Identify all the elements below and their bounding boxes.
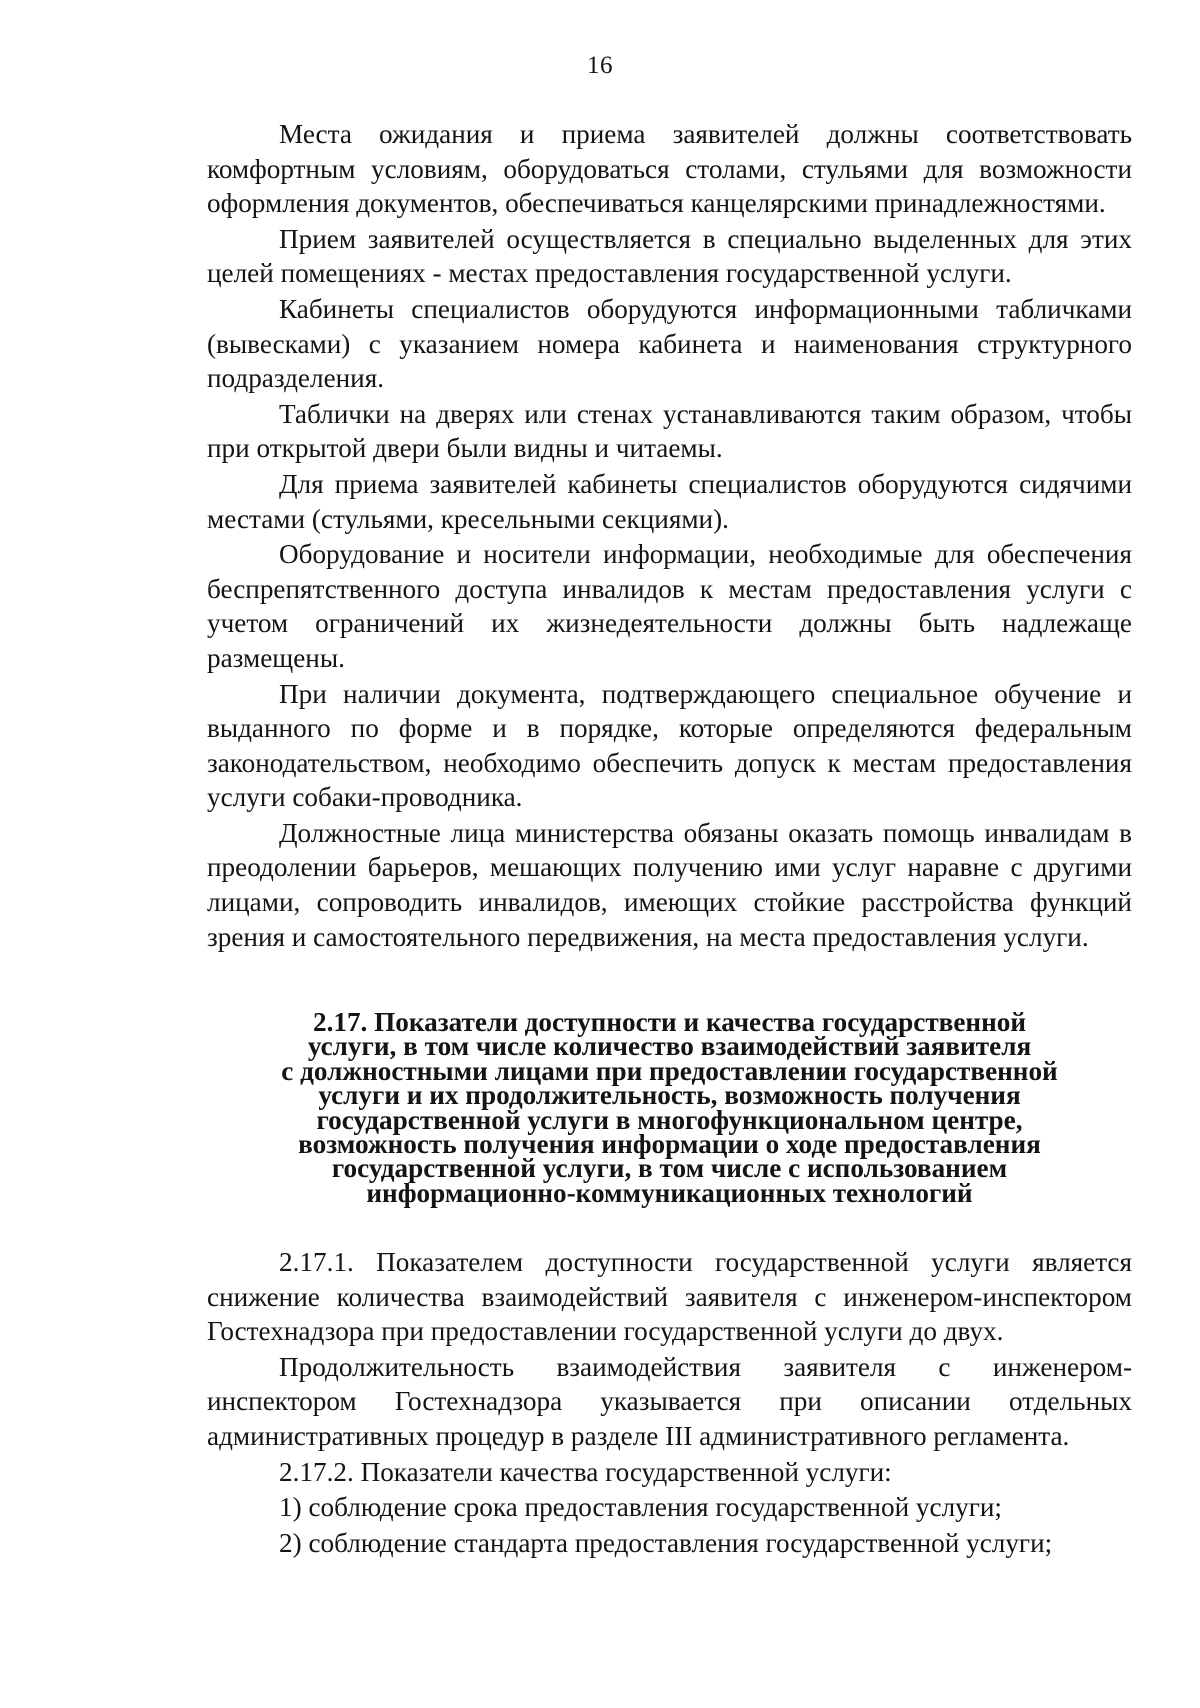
- paragraph-guide-dog: При наличии документа, подтверждающего специальное обучение и выданного по форме и в порядке, которые определяются федеральным законодательством, необходимо обеспечить допуск к местам предоставления услуги собаки-проводника.: [207, 678, 1132, 813]
- heading-line: 2.17. Показатели доступности и качества государственной: [312, 1007, 1027, 1037]
- heading-line: информационно-коммуникационных технологий: [366, 1177, 973, 1208]
- paragraph-accessibility-equipment: Оборудование и носители информации, необходимые для обеспечения беспрепятственного доступа инвалидов к местам предоставления услуги с учетом ограничений их жизнедеятельности должны быть надлежаще размещены.: [207, 539, 1132, 673]
- paragraph-officials-assistance: Должностные лица министерства обязаны оказать помощь инвалидам в преодолении барьеров, мешающих получению ими услуг наравне с другими лицами, сопроводить инвалидов, имеющих стойкие расстройства функций зрения и самостоятельного передвижения, на места предоставления услуги.: [207, 817, 1132, 952]
- page-number: 16: [587, 52, 613, 79]
- paragraph-waiting-areas: Места ожидания и приема заявителей должны соответствовать комфортным условиям, оборудоваться столами, стульями для возможности оформления документов, обеспечиваться канцелярскими принадлежностями.: [207, 119, 1132, 219]
- paragraph-reception-rooms: Прием заявителей осуществляется в специально выделенных для этих целей помещениях - местах предоставления государственной услуги.: [207, 223, 1132, 289]
- paragraph-interaction-duration: Продолжительность взаимодействия заявителя с инженером-инспектором Гостехнадзора указывается при описании отдельных административных процедур в разделе III административного регламента.: [207, 1351, 1132, 1451]
- heading-line: государственной услуги в многофункциональном центре,: [316, 1104, 1023, 1135]
- paragraph-2-17-2: 2.17.2. Показатели качества государственной услуги:: [279, 1456, 892, 1487]
- heading-line: возможность получения информации о ходе предоставления: [298, 1129, 1041, 1160]
- body-text-top: [207, 117, 1132, 955]
- heading-line: услуги и их продолжительность, возможность получения: [318, 1080, 1021, 1111]
- list-item-1: 1) соблюдение срока предоставления государственной услуги;: [279, 1492, 1002, 1523]
- list-item-2: 2) соблюдение стандарта предоставления государственной услуги;: [279, 1527, 1053, 1558]
- body-text-bottom: [207, 1245, 1132, 1561]
- paragraph-2-17-1: 2.17.1. Показателем доступности государственной услуги является снижение количества взаимодействий заявителя с инженером-инспектором Гостехнадзора при предоставлении государственной услуги до двух.: [207, 1247, 1132, 1347]
- heading-line: услуги, в том числе количество взаимодействий заявителя: [307, 1031, 1032, 1062]
- heading-line: государственной услуги, в том числе с использованием: [331, 1153, 1008, 1184]
- paragraph-office-signs: Кабинеты специалистов оборудуются информационными табличками (вывесками) с указанием номера кабинета и наименования структурного подразделения.: [207, 293, 1132, 394]
- heading-line: с должностными лицами при предоставлении государственной: [281, 1055, 1058, 1086]
- paragraph-seating: Для приема заявителей кабинеты специалистов оборудуются сидячими местами (стульями, кресельными секциями).: [207, 468, 1132, 534]
- paragraph-door-plates: Таблички на дверях или стенах устанавливаются таким образом, чтобы при открытой двери были видны и читаемы.: [207, 398, 1132, 464]
- section-heading-2-17: [207, 1007, 1132, 1208]
